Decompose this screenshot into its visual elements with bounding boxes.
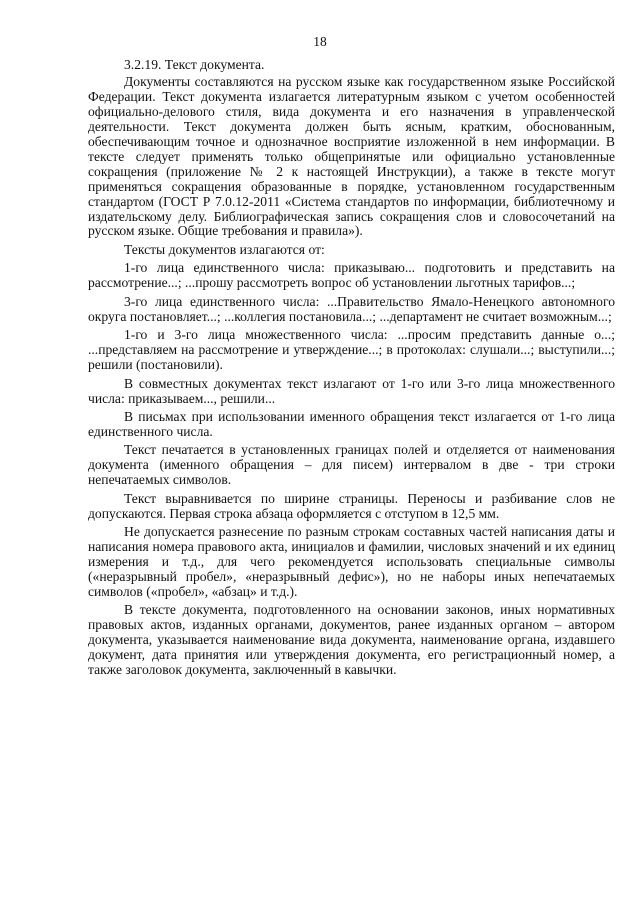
paragraph-margins: Текст печатается в установленных границах полей и отделяется от наименования документа (именного обращения – для писем) интервалом в две - три строки непечатаемых символов. <box>88 442 615 488</box>
paragraph-letters: В письмах при использовании именного обращения текст излагается от 1-го лица единственного числа. <box>88 408 615 439</box>
paragraph-plural: 1-го и 3-го лица множественного числа: ...просим представить данные о...; ...представляем на рассмотрение и утверждение...; в протоколах: слушали...; выступили...; решили (постановили). <box>88 327 615 373</box>
section-heading: 3.2.19. Текст документа. <box>124 57 265 72</box>
paragraph-nonbreaking: Не допускается разнесение по разным строкам составных частей написания даты и написания номера правового акта, инициалов и фамилии, числовых значений и их единиц измерения и т.д., для чего рекомендуется использовать специальные символы («неразрывный пробел», «неразрывный дефис»), но не наборы иных непечатаемых символов («пробел», «абзац» и т.д.). <box>88 524 615 599</box>
paragraph-first-person-singular: 1-го лица единственного числа: приказываю... подготовить и представить на рассмотрение...; ...прошу рассмотреть вопрос об установлении льготных тарифов...; <box>88 260 615 291</box>
paragraph-joint-documents: В совместных документах текст излагают от 1-го или 3-го лица множественного числа: приказываем..., решили... <box>88 375 615 406</box>
paragraph-third-person-singular: 3-го лица единственного числа: ...Правительство Ямало-Ненецкого автономного округа постановляет...; ...коллегия постановила...; ...департамент не считает возможным...; <box>88 293 615 324</box>
paragraph-language: Документы составляются на русском языке как государственном языке Российской Федерации. Текст документа излагается литературным языком с учетом особенностей официально-делового стиля, вида документа и его назначения в управленческой деятельности. Текст документа должен быть ясным, кратким, обоснованным, обеспечивающим точное и однозначное восприятие изложенной в нем информации. В тексте следует применять только общепринятые или официально установленные сокращения (приложение № 2 к настоящей Инструкции), а также в тексте могут применяться сокращения образованные в порядке, установленном государственным стандартом (ГОСТ Р 7.0.12-2011 «Система стандартов по информации, библиотечному и издательскому делу. Библиографическая запись сокращения слов и словосочетаний на русском языке. Общие требования и правила»). <box>88 73 615 239</box>
paragraph-alignment: Текст выравнивается по ширине страницы. Переносы и разбивание слов не допускаются. Первая строка абзаца оформляется с отступом в 12,5 мм. <box>88 490 615 521</box>
page-number: 18 <box>313 34 327 49</box>
paragraph-persons-intro: Тексты документов излагаются от: <box>124 241 325 257</box>
paragraph-references: В тексте документа, подготовленного на основании законов, иных нормативных правовых актов, изданных органами, документов, ранее изданных органом – автором документа, указывается наименование вида документа, наименование органа, издавшего документ, дата принятия или утверждения документа, его регистрационный номер, а также заголовок документа, заключенный в кавычки. <box>88 602 615 678</box>
document-body <box>88 58 615 682</box>
